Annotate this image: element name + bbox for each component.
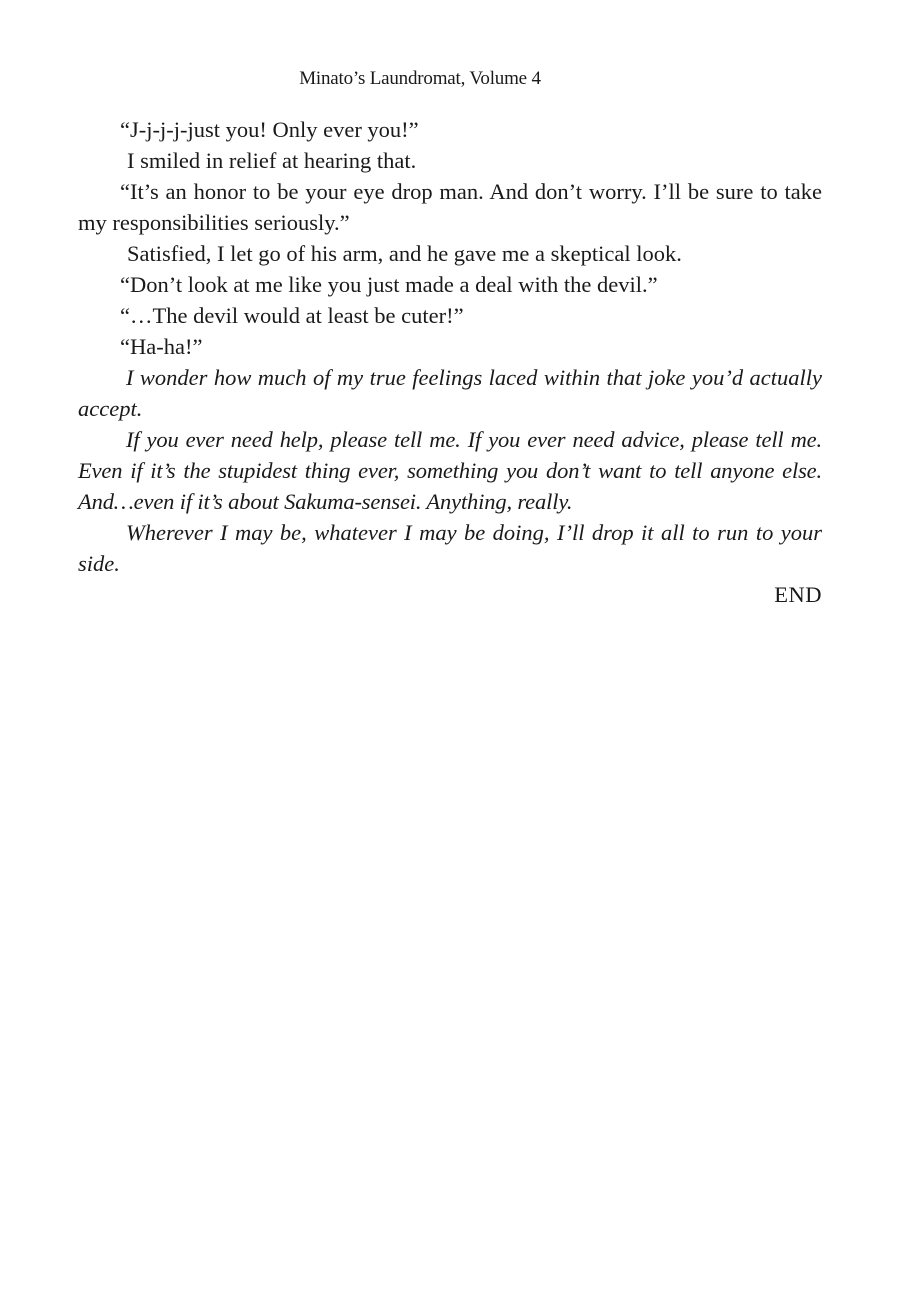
end-mark: END	[774, 582, 822, 607]
inner-thought-paragraph: If you ever need help, please tell me. If you ever need advice, please tell me. Even if it’s the stupidest thing ever, something you don’t want to tell anyone else. And…even if it’s about Sakuma-sensei. Anything, really.	[78, 427, 822, 514]
inner-thought-paragraph: Wherever I may be, whatever I may be doing, I’ll drop it all to run to your side.	[78, 520, 822, 576]
paragraph: “Ha-ha!”	[120, 334, 203, 359]
body-text	[78, 114, 822, 610]
paragraph: “…The devil would at least be cuter!”	[120, 303, 464, 328]
running-header: Minato’s Laundromat, Volume 4	[299, 68, 541, 89]
paragraph: “J-j-j-j-just you! Only ever you!”	[120, 117, 419, 142]
paragraph: Satisfied, I let go of his arm, and he gave me a skeptical look.	[127, 241, 682, 266]
paragraph: “It’s an honor to be your eye drop man. And don’t worry. I’ll be sure to take my responsibilities seriously.”	[78, 179, 822, 235]
inner-thought-paragraph: I wonder how much of my true feelings laced within that joke you’d actually accept.	[78, 365, 822, 421]
paragraph: “Don’t look at me like you just made a deal with the devil.”	[120, 272, 658, 297]
paragraph: I smiled in relief at hearing that.	[127, 148, 417, 173]
